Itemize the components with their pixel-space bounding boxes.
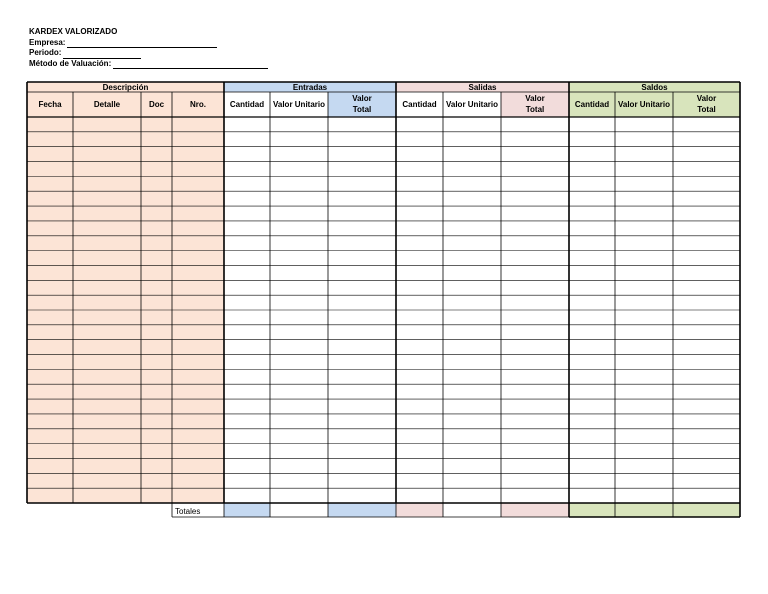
totals-cell	[396, 503, 443, 517]
column-header-entradas-valor-unitario: Valor Unitario	[272, 100, 326, 109]
totals-cell	[673, 503, 740, 517]
column-header-descripcion-detalle: Detalle	[93, 100, 121, 109]
totals-cell	[328, 503, 396, 517]
column-header-descripcion-nro: Nro.	[190, 100, 206, 109]
empresa-label: Empresa:	[29, 37, 66, 47]
column-header-descripcion-fecha: Fecha	[38, 100, 62, 109]
column-header-descripcion-doc: Doc	[148, 100, 165, 109]
column-header-salidas-cantidad: Cantidad	[402, 100, 437, 109]
totals-cell	[270, 503, 328, 517]
column-header-saldos-valor-total: Valor Total	[696, 94, 717, 114]
group-label-saldos: Saldos	[641, 83, 668, 92]
column-header-entradas-cantidad: Cantidad	[229, 100, 265, 109]
group-label-salidas: Salidas	[468, 83, 497, 92]
periodo-label: Periodo:	[29, 48, 62, 57]
group-label-entradas: Entradas	[292, 83, 328, 92]
totals-cell	[615, 503, 673, 517]
group-label-descripcion: Descripción	[102, 83, 149, 92]
column-header-salidas-valor-unitario: Valor Unitario	[445, 100, 499, 109]
metodo-valuacion-label: Método de Valuación:	[29, 58, 112, 68]
column-header-saldos-cantidad: Cantidad	[574, 100, 610, 109]
column-header-salidas-valor-total: Valor Total	[525, 94, 545, 114]
totals-cell	[501, 503, 569, 517]
totals-label: Totales	[175, 507, 201, 516]
totals-cell	[569, 503, 615, 517]
document-title: KARDEX VALORIZADO	[29, 27, 118, 36]
totals-cell	[224, 503, 270, 517]
column-header-saldos-valor-unitario: Valor Unitario	[617, 100, 671, 109]
column-header-entradas-valor-total: Valor Total	[352, 94, 372, 114]
totals-cell	[443, 503, 501, 517]
